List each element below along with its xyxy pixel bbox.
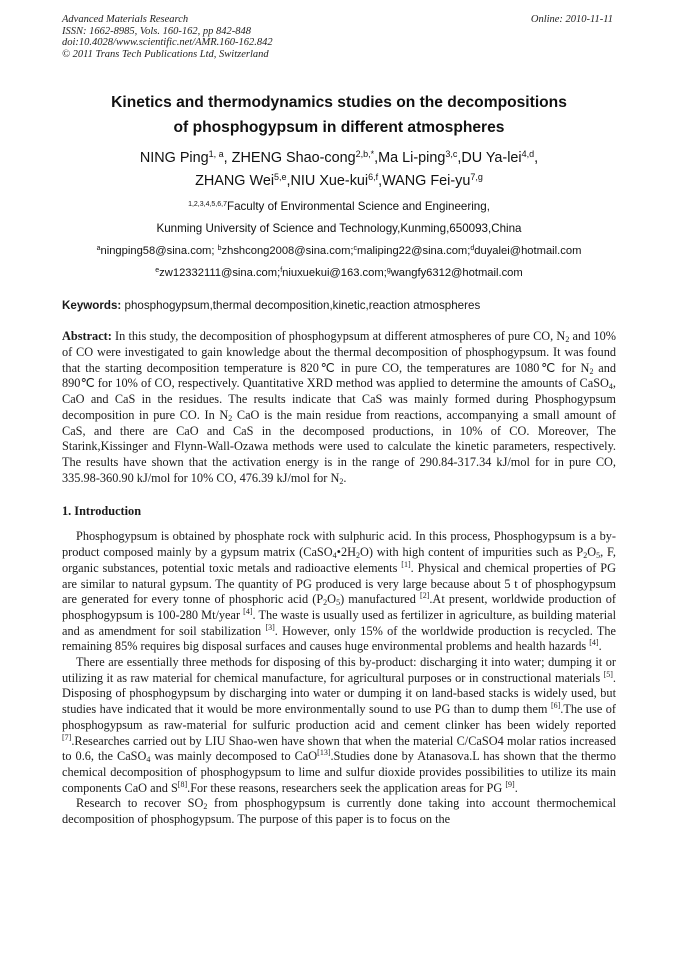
author-name: NING Ping xyxy=(139,150,209,167)
citation: [6] xyxy=(550,701,561,711)
title-line-2: of phosphogypsum in different atmospheres xyxy=(173,119,505,137)
author-sep: , xyxy=(223,150,232,167)
email-line-2: $^e$zw12332111@sina.com;$^f$niuxuekui@163.com;$^g$wangfy6312@hotmail.com xyxy=(155,267,523,280)
email-list xyxy=(62,240,616,284)
email-link[interactable]: niuxuekui@163.com; xyxy=(282,267,387,280)
affiliation-line-2: Kunming University of Science and Technology,Kunming,650093,China xyxy=(156,222,522,236)
author-name: DU Ya-lei xyxy=(461,150,522,167)
author-sup: 5,e xyxy=(274,172,287,183)
citation: [9] xyxy=(505,779,515,789)
author-name: Ma Li-ping xyxy=(378,150,446,167)
author-line-1 xyxy=(62,147,616,170)
email-link[interactable]: duyalei@hotmail.com xyxy=(474,245,582,258)
email-link[interactable]: maliping22@sina.com; xyxy=(357,245,471,258)
author-sup: 6,f xyxy=(368,172,379,183)
title-line-1: Kinetics and thermodynamics studies on the decompositions xyxy=(111,94,567,112)
author-sup: 1, a xyxy=(208,149,224,160)
author-sup: 7,g xyxy=(470,172,483,183)
citation: [1] xyxy=(401,559,411,569)
author-sep: , xyxy=(534,150,539,167)
journal-issn: ISSN: 1662-8985, Vols. 160-162, pp 842-848 xyxy=(62,25,251,37)
keywords-label: Keywords: xyxy=(62,299,122,313)
author-name: WANG Fei-yu xyxy=(382,173,471,190)
abstract-label: Abstract: xyxy=(62,329,112,344)
affiliation-sup: 1,2,3,4,5,6,7 xyxy=(188,201,227,209)
author-name: ZHENG Shao-cong xyxy=(231,150,356,167)
citation: [5] xyxy=(603,669,613,679)
paper-title xyxy=(62,90,616,140)
citation: [3] xyxy=(265,622,275,632)
abstract: Abstract: In this study, the decomposition of phosphogypsum at different atmospheres of pure CO, $N_2$ and 10% of CO were investigated to gain knowledge about the thermal decomposition of phosphogypsum. It was found that the starting decomposition temperature is 820℃ in pure CO, the temperatures are 1080℃ for $N_2$ and 890℃ for 10% of CO, respectively. Quantitative XRD method was applied to determine the amounts of CaSO$_4$, CaO and CaS in the residues. The results indicate that CaS was mainly formed during Phosphogypsum decomposition in pure CO. In $N_2$ CaO is the main residue from reactions, accompanying a small amount of CaS, and there are CaO and CaS in the decomposed productions, in 10% of CO. Moreover, The Starink,Kissinger and Flynn-Wall-Ozawa methods were used to calculate the kinetic parameters, respectively. The results have shown that the activation energy is in the range of 290.84-317.34 kJ/mol for in pure CO, 335.98-360.90 kJ/mol for 10% CO, 476.39 kJ/mol for $N_2$. xyxy=(62,329,616,486)
author-name: ZHANG Wei xyxy=(195,173,275,190)
citation: [4] xyxy=(243,606,253,616)
intro-paragraph-3: Research to recover $SO_2$ from phosphogypsum is currently done taking into account thermochemical decomposition of phosphogypsum. The purpose of this paper is to focus on the xyxy=(62,796,616,827)
author-line-2 xyxy=(62,170,616,193)
journal-copyright: © 2011 Trans Tech Publications Ltd, Switzerland xyxy=(62,48,269,60)
section-heading: 1. Introduction xyxy=(62,504,142,519)
citation: [8] xyxy=(177,779,188,789)
citation: [13] xyxy=(317,748,331,758)
author-sup: 3,c xyxy=(445,149,458,160)
online-date: Online: 2010-11-11 xyxy=(530,14,613,25)
intro-paragraph-2: There are essentially three methods for disposing of this by-product: discharging it into water; dumping it or utilizing it as raw material for chemical manufacture, for agricultural purposes or in constructional materials [5]. Disposing of phosphogypsum by discharging into water or dumping it on land-based stacks is widely used, but studies have indicated that it would be more environmentally sound to use PG than to dump them [6].The use of phosphogypsum as raw-material for sulfuric production acid and cement clinker has been widely reported [7].Researches carried out by LIU Shao-wen have shown that when the material C/CaSO4 molar ratios increased to 0.6, the CaSO$_4$ was mainly decomposed to CaO[13].Studies done by Atanasova.L has shown that the thermo chemical decomposition of phosphogypsum to lime and sulfur dioxide provides possibilities to utilize its main components CaO and S[8].For these reasons, researchers seek the application areas for PG [9]. xyxy=(62,655,616,795)
author-sep: , xyxy=(374,150,379,167)
email-link[interactable]: wangfy6312@hotmail.com xyxy=(390,267,523,280)
email-line-1: $^a$ningping58@sina.com; $^b$zhshcong2008@sina.com;$^c$maliping22@sina.com;$^d$duyalei@hotmail.com xyxy=(96,245,582,258)
journal-info xyxy=(62,14,273,60)
journal-doi: doi:10.4028/www.scientific.net/AMR.160-162.842 xyxy=(62,37,273,49)
author-sep: , xyxy=(378,173,383,190)
affiliation xyxy=(62,196,616,240)
journal-header xyxy=(62,14,616,60)
author-sup: 4,d xyxy=(521,149,535,160)
citation: [2] xyxy=(420,591,430,601)
affiliation-line-1: $^{1,2,3,4,5,6,7}$Faculty of Environmental Science and Engineering, xyxy=(188,200,490,214)
citation: [4] xyxy=(589,638,599,648)
keywords xyxy=(62,298,616,314)
keywords-text: phosphogypsum,thermal decomposition,kinetic,reaction atmospheres xyxy=(121,299,481,313)
author-list xyxy=(62,147,616,193)
author-sep: , xyxy=(286,173,291,190)
author-sup: 2,b,* xyxy=(355,149,375,160)
email-link[interactable]: ningping58@sina.com; xyxy=(100,245,218,258)
author-sep: , xyxy=(457,150,462,167)
author-name: NIU Xue-kui xyxy=(290,173,369,190)
intro-paragraph-1: Phosphogypsum is obtained by phosphate rock with sulphuric acid. In this process, Phosphogypsum is a by-product composed mainly by a gypsum matrix $(CaSO_4•2H_2O)$ with high content of impurities such as $P_2O_5$, F, organic substances, potential toxic metals and radioactive elements [1]. Physical and chemical properties of PG are similar to natural gypsum. The quantity of PG produced is very large because about 5 t of phosphogypsum are generated for every tonne of phosphoric acid $(P_2O_5)$ manufactured [2].At present, worldwide production of phosphogypsum is 100-280 Mt/year [4]. The waste is usually used as fertilizer in agriculture, as building material and as amendment for soil stabilization [3]. However, only 15% of the worldwide production is recycled. The remaining 85% requires big disposal surfaces and causes huge environmental problems and health hazards [4]. xyxy=(62,529,617,654)
citation: [7] xyxy=(62,732,72,742)
email-link[interactable]: zw12332111@sina.com; xyxy=(159,267,281,280)
journal-name: Advanced Materials Research xyxy=(62,14,189,25)
email-link[interactable]: zhshcong2008@sina.com; xyxy=(221,245,354,258)
